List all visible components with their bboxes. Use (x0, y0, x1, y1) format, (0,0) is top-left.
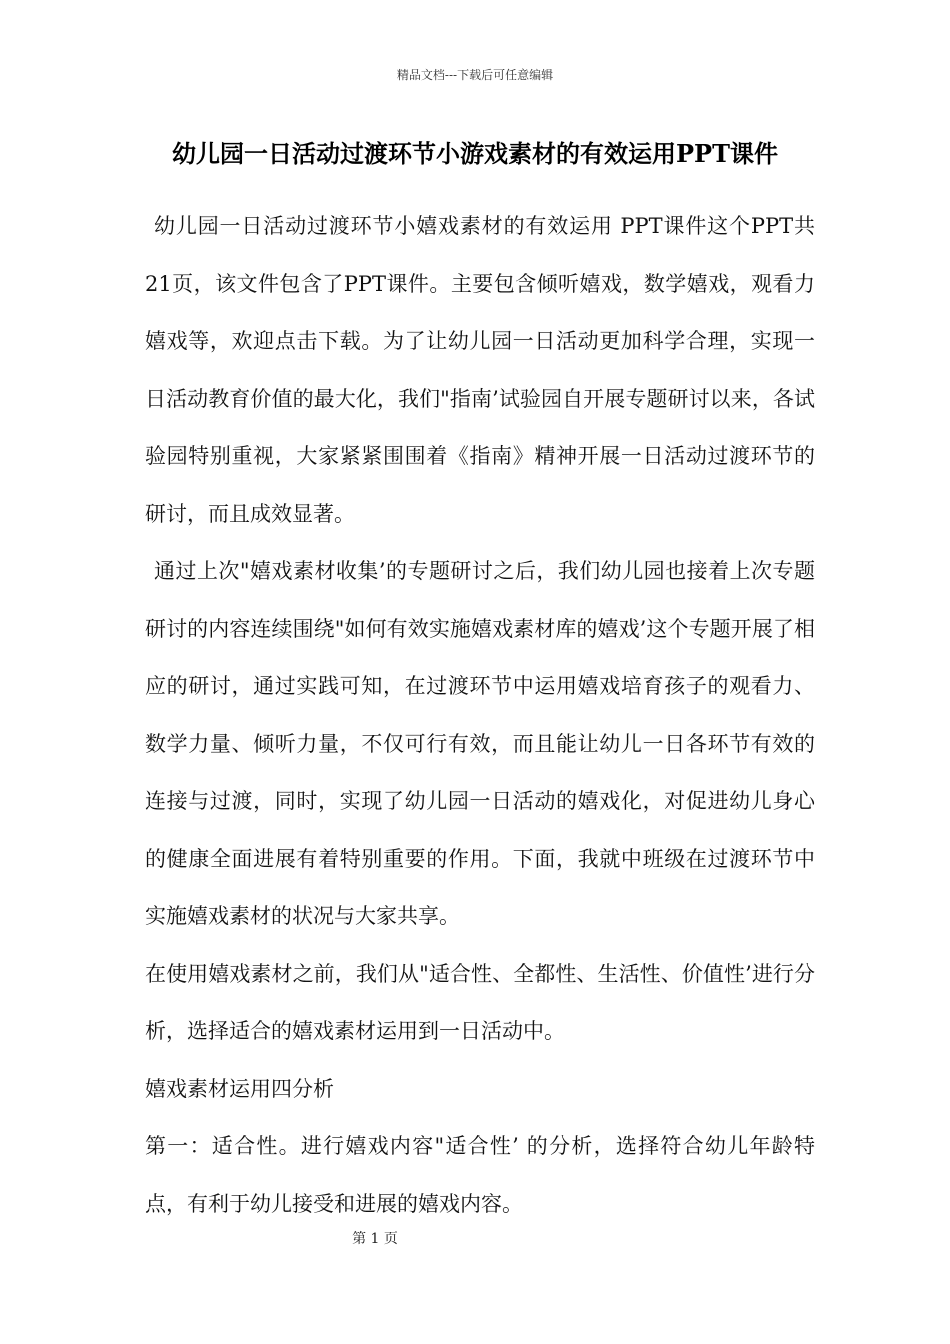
page-number: 第 1 页 (352, 1231, 398, 1247)
document-title: 幼儿园一日活动过渡环节小游戏素材的有效运用PPT课件 (172, 139, 778, 168)
document-body (145, 198, 815, 1233)
paragraph-research: 通过上次"嬉戏素材收集’的专题研讨之后，我们幼儿园也接着上次专题研讨的内容连续围绕"如何有效实施嬉戏素材库的嬉戏’这个专题开展了相应的研讨，通过实践可知，在过渡环节中运用嬉戏培育孩子的观看力、数学力量、倾听力量，不仅可行有效，而且能让幼儿一日各环节有效的连接与过渡，同时，实现了幼儿园一日活动的嬉戏化，对促进幼儿身心的健康全面进展有着特别重要的作用。下面，我就中班级在过渡环节中实施嬉戏素材的状况与大家共享。 (145, 559, 815, 928)
paragraph-first-point: 第一：适合性。进行嬉戏内容"适合性’ 的分析，选择符合幼儿年龄特点，有利于幼儿接受和进展的嬉戏内容。 (145, 1134, 815, 1216)
paragraph-analysis: 在使用嬉戏素材之前，我们从"适合性、全都性、生活性、价值性’进行分析，选择适合的嬉戏素材运用到一日活动中。 (145, 961, 815, 1043)
section-heading: 嬉戏素材运用四分析 (145, 1076, 334, 1101)
paragraph-intro: 幼儿园一日活动过渡环节小嬉戏素材的有效运用 PPT课件这个PPT共21页，该文件包含了PPT课件。主要包含倾听嬉戏，数学嬉戏，观看力嬉戏等，欢迎点击下载。为了让幼儿园一日活动更加科学合理，实现一日活动教育价值的最大化，我们"指南’试验园自开展专题研讨以来，各试验园特别重视，大家紧紧围围着《指南》精神开展一日活动过渡环节的研讨，而且成效显著。 (145, 214, 815, 526)
page-header: 精品文档---下载后可任意编辑 (396, 68, 554, 82)
